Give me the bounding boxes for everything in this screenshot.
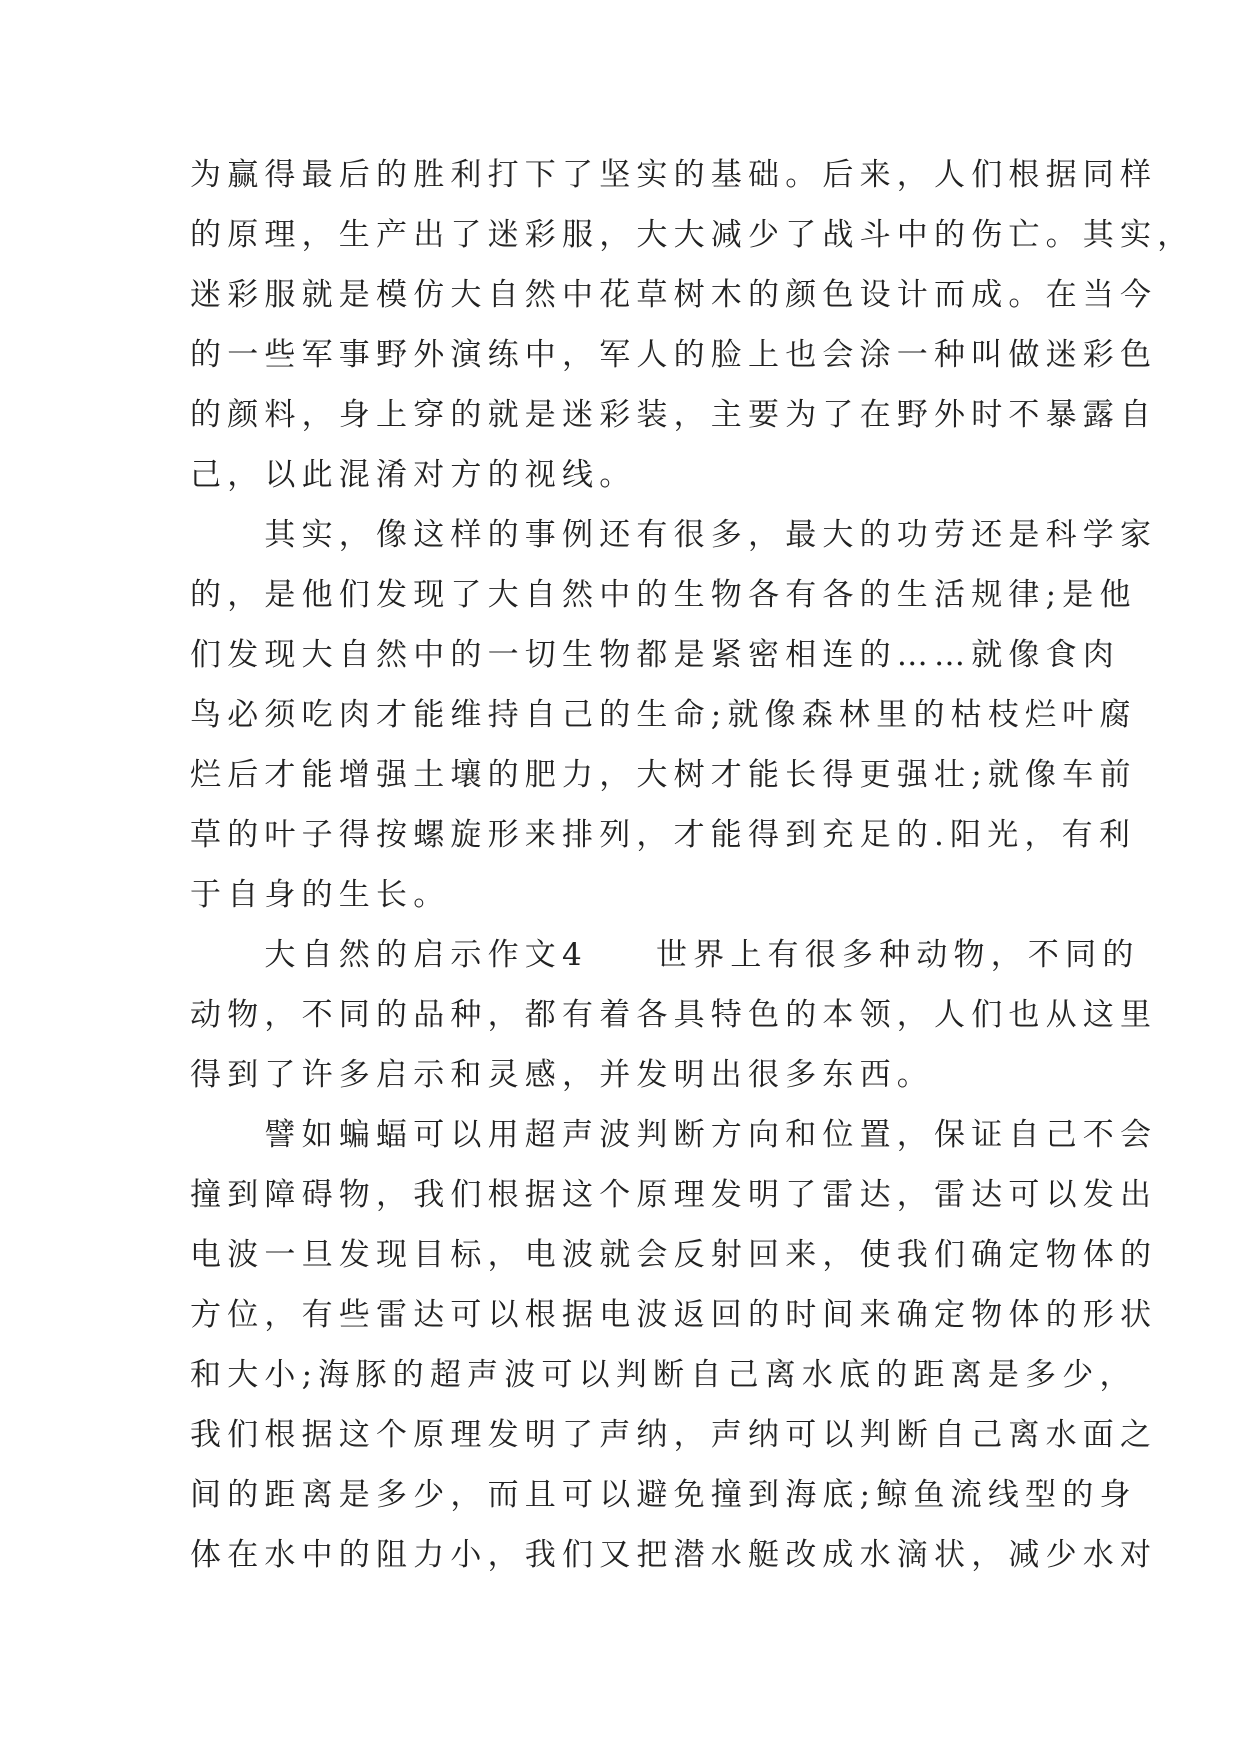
text-line: 间的距离是多少，而且可以避免撞到海底;鲸鱼流线型的身	[190, 1477, 1137, 1513]
text-line: 鸟必须吃肉才能维持自己的生命;就像森林里的枯枝烂叶腐	[190, 697, 1137, 733]
text-line: 于自身的生长。	[190, 877, 451, 913]
text-line: 体在水中的阻力小，我们又把潜水艇改成水滴状，减少水对	[190, 1537, 1158, 1573]
text-line: 的，是他们发现了大自然中的生物各有各的生活规律;是他	[190, 577, 1137, 613]
section-heading-line	[190, 925, 1140, 985]
text-line: 和大小;海豚的超声波可以判断自己离水底的距离是多少，	[190, 1357, 1137, 1393]
text-line: 的原理，生产出了迷彩服，大大减少了战斗中的伤亡。其实，	[190, 217, 1195, 253]
text-line: 得到了许多启示和灵感，并发明出很多东西。	[190, 1057, 934, 1093]
text-line: 其实，像这样的事例还有很多，最大的功劳还是科学家	[190, 517, 1158, 553]
text-line: 为赢得最后的胜利打下了坚实的基础。后来，人们根据同样	[190, 157, 1158, 193]
text-line: 我们根据这个原理发明了声纳，声纳可以判断自己离水面之	[190, 1417, 1158, 1453]
text-line: 草的叶子得按螺旋形来排列，才能得到充足的.阳光，有利	[190, 817, 1137, 853]
text-line: 己，以此混淆对方的视线。	[190, 457, 637, 493]
text-line: 们发现大自然中的一切生物都是紧密相连的……就像食肉	[190, 637, 1120, 673]
text-line: 方位，有些雷达可以根据电波返回的时间来确定物体的形状	[190, 1297, 1158, 1333]
body-text	[190, 145, 1195, 1585]
text-line: 动物，不同的品种，都有着各具特色的本领，人们也从这里	[190, 997, 1158, 1033]
text-line: 电波一旦发现目标，电波就会反射回来，使我们确定物体的	[190, 1237, 1158, 1273]
text-line: 的一些军事野外演练中，军人的脸上也会涂一种叫做迷彩色	[190, 337, 1158, 373]
text-line: 的颜料，身上穿的就是迷彩装，主要为了在野外时不暴露自	[190, 397, 1158, 433]
text-line: 烂后才能增强土壤的肥力，大树才能长得更强壮;就像车前	[190, 757, 1137, 793]
text-line: 撞到障碍物，我们根据这个原理发明了雷达，雷达可以发出	[190, 1177, 1158, 1213]
text-line: 譬如蝙蝠可以用超声波判断方向和位置，保证自己不会	[190, 1117, 1158, 1153]
heading-indent	[190, 937, 264, 973]
heading-line-rest: 世界上有很多种动物，不同的	[655, 937, 1140, 973]
text-line: 迷彩服就是模仿大自然中花草树木的颜色设计而成。在当今	[190, 277, 1158, 313]
section-title: 大自然的启示作文4	[264, 937, 588, 973]
